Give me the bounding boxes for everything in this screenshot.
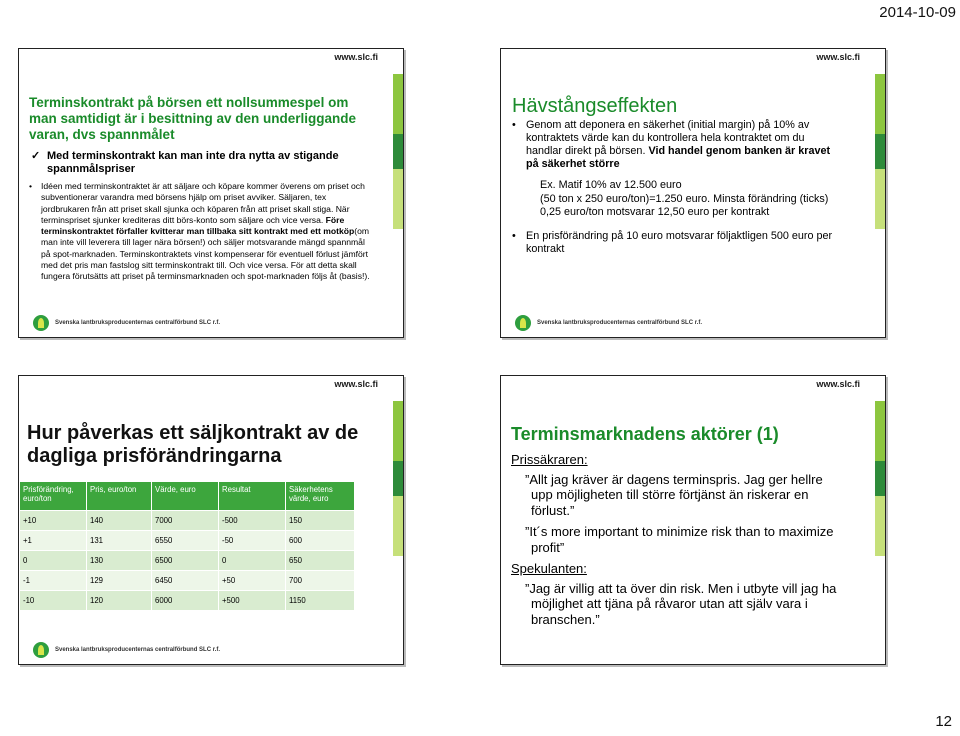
decor-bar [875, 134, 885, 169]
bullet-paragraph [29, 181, 373, 283]
list-item [512, 230, 842, 256]
slc-logo-icon [33, 315, 49, 331]
bullet-text: Idéen med terminskontraktet är att säljare och köpare kommer överens om priset och subventionerar varandra med börsens hjälp om priset avviker. Säljaren, tex jordbrukaren från att priset skall sjunka och köparen från att priset skall stiga. När terminspriset sjunker krediteras ditt börs-konto som säljare och vice versa. [41, 181, 365, 225]
table-cell: 1150 [286, 591, 355, 611]
table-cell: 7000 [152, 511, 219, 531]
table-cell: +10 [20, 511, 87, 531]
table-header-row [20, 482, 355, 511]
slide-1 [18, 48, 404, 338]
print-date: 2014-10-09 [879, 4, 956, 21]
table-cell: +50 [219, 571, 286, 591]
section-heading: Spekulanten: [511, 561, 587, 576]
bullet-bold-text: Före terminskontraktet förfaller kvitterar man tillbaka sitt kontrakt med ett motköp [41, 214, 355, 237]
check-item [31, 150, 361, 176]
slc-logo-icon [515, 315, 531, 331]
table-cell: -500 [219, 511, 286, 531]
table-row [20, 551, 355, 571]
table-cell: 120 [87, 591, 152, 611]
table-header: Värde, euro [152, 482, 219, 511]
logo-text: Svenska lantbruksproducenternas centralförbund SLC r.f. [537, 320, 703, 326]
decor-bar [875, 461, 885, 496]
price-table [19, 481, 355, 611]
table-cell: 6000 [152, 591, 219, 611]
slc-logo [33, 642, 220, 658]
item-text: En prisförändring på 10 euro motsvarar följaktligen 500 euro per kontrakt [526, 230, 833, 255]
table-cell: 130 [87, 551, 152, 571]
slide-title: Terminsmarknadens aktörer (1) [511, 424, 779, 444]
decor-bar [393, 134, 403, 169]
slide-4 [500, 375, 886, 665]
list-item [512, 119, 842, 220]
decor-bar [393, 169, 403, 229]
table-cell: 600 [286, 531, 355, 551]
sub-item: (50 ton x 250 euro/ton)=1.250 euro. Minsta förändring (ticks) 0,25 euro/ton motsvarar 12,50 euro per kontrakt [540, 193, 829, 218]
table-cell: 0 [219, 551, 286, 571]
slide-title: Hur påverkas ett säljkontrakt av de dagliga prisförändringarna [27, 422, 359, 467]
slide-url: www.slc.fi [334, 379, 378, 389]
quote: ”Allt jag kräver är dagens terminspris. Jag ger hellre upp möjligheten till större förtjänst än riskerar en förlust.” [525, 471, 823, 518]
decor-bar [393, 496, 403, 556]
decor-bar [875, 169, 885, 229]
section-heading: Prissäkraren: [511, 452, 588, 467]
bullet-icon: • [29, 181, 33, 191]
slc-logo-icon [33, 642, 49, 658]
table-cell: 0 [20, 551, 87, 571]
page-number: 12 [935, 713, 952, 730]
table-header: Säkerhetens värde, euro [286, 482, 355, 511]
table-cell: +1 [20, 531, 87, 551]
slide-url: www.slc.fi [816, 52, 860, 62]
table-cell: 700 [286, 571, 355, 591]
item-text: Genom att deponera en säkerhet (initial margin) på 10% av kontraktets värde kan du kontrollera hela kontraktet om du handlar direkt på börsen. [526, 119, 810, 157]
table-row [20, 571, 355, 591]
sub-item: Ex. Matif 10% av 12.500 euro [540, 179, 682, 191]
table-cell: 6550 [152, 531, 219, 551]
table-cell: 131 [87, 531, 152, 551]
check-item-text: Med terminskontrakt kan man inte dra nytta av stigande spannmålspriser [47, 150, 339, 175]
table-header: Pris, euro/ton [87, 482, 152, 511]
bullet-text-cont: (om man inte vill leverera till lager nära börsen!) och säljer motsvarande mängd spannmål på spot-marknaden. Terminskontraktets vinst kompenserar för eventuell förlust jämfört med det pris man fastslog sitt terminskontrakt till. Och vice versa. För att detta skall fungera förutsätts att priset på terminsmarknaden och spot-marknaden följs åt (basis!). [41, 226, 370, 282]
decor-bar [875, 401, 885, 461]
bullet-icon: • [512, 230, 516, 242]
logo-text: Svenska lantbruksproducenternas centralförbund SLC r.f. [55, 647, 221, 653]
table-cell: +500 [219, 591, 286, 611]
table-cell: 6450 [152, 571, 219, 591]
table-header: Prisförändring, euro/ton [20, 482, 87, 511]
bullet-list [512, 119, 842, 256]
table-cell: 140 [87, 511, 152, 531]
quote: ”It´s more important to minimize risk than to maximize profit” [525, 524, 834, 555]
table-cell: 6500 [152, 551, 219, 571]
slide-title: Hävstångseffekten [512, 95, 678, 117]
table-row [20, 591, 355, 611]
table-cell: -10 [20, 591, 87, 611]
sub-list [540, 179, 842, 219]
table-row [20, 531, 355, 551]
table-header: Resultat [219, 482, 286, 511]
slc-logo [515, 315, 702, 331]
slide-body [511, 452, 841, 633]
slide-2 [500, 48, 886, 338]
decor-bar [875, 496, 885, 556]
item-bold-text: Vid handel genom banken är kravet på säkerhet större [526, 145, 831, 170]
table-cell: 150 [286, 511, 355, 531]
table-row [20, 511, 355, 531]
table-cell: -1 [20, 571, 87, 591]
decor-bar [875, 74, 885, 134]
table-cell: -50 [219, 531, 286, 551]
slc-logo [33, 315, 220, 331]
slide-url: www.slc.fi [816, 379, 860, 389]
table-cell: 129 [87, 571, 152, 591]
table-cell: 650 [286, 551, 355, 571]
slide-3 [18, 375, 404, 665]
logo-text: Svenska lantbruksproducenternas centralförbund SLC r.f. [55, 320, 221, 326]
decor-bar [393, 74, 403, 134]
slide-title: Terminskontrakt på börsen ett nollsummespel om man samtidigt är i besittning av den underliggande varan, dvs spannmålet [29, 95, 357, 142]
checkmark-icon: ✓ [31, 150, 41, 162]
slide-url: www.slc.fi [334, 52, 378, 62]
bullet-icon: • [512, 119, 516, 131]
quote: ”Jag är villig att ta över din risk. Men i utbyte vill jag ha möjlighet att tjäna på råvaror utan att själv vara i branschen.” [525, 580, 837, 627]
